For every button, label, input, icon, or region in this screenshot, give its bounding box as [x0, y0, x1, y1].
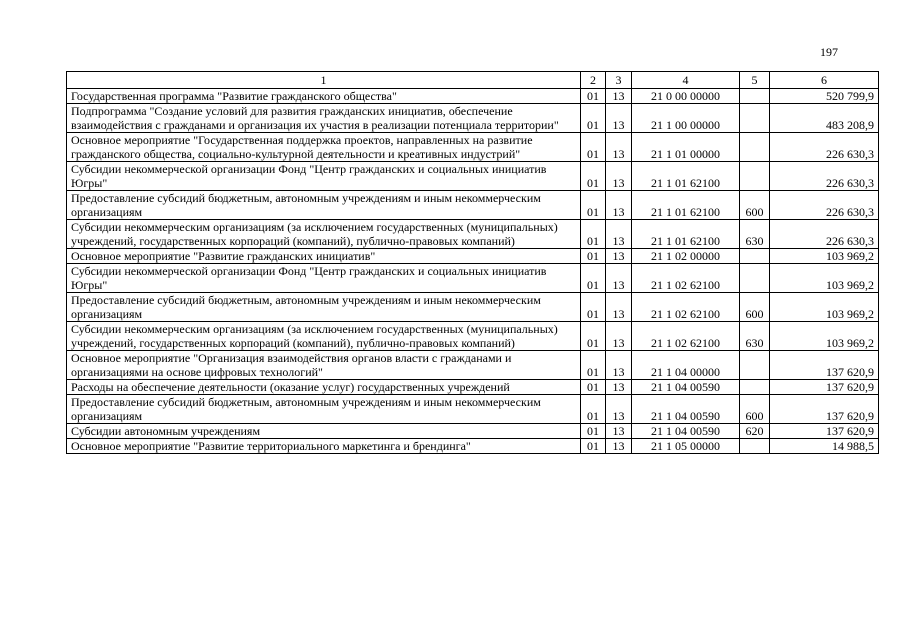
row-amount: 103 969,2 — [770, 249, 879, 264]
page-number: 197 — [820, 45, 838, 59]
row-name: Основное мероприятие "Государственная поддержка проектов, направленных на развитие гражданского общества, социально-культурной деятельности и креативных индустрий" — [67, 133, 581, 162]
table-row — [67, 351, 879, 380]
table-row — [67, 89, 879, 104]
row-amount: 103 969,2 — [770, 322, 879, 351]
row-amount: 226 630,3 — [770, 133, 879, 162]
row-subsection: 13 — [606, 322, 632, 351]
table-row — [67, 424, 879, 439]
row-section: 01 — [581, 424, 606, 439]
row-name: Предоставление субсидий бюджетным, автономным учреждениям и иным некоммерческим организациям — [67, 191, 581, 220]
row-name: Подпрограмма "Создание условий для развития гражданских инициатив, обеспечение взаимодействия с гражданами и организация их участия в реализации потенциала территории" — [67, 104, 581, 133]
row-subsection: 13 — [606, 133, 632, 162]
row-name: Основное мероприятие "Организация взаимодействия органов власти с гражданами и организациями на основе цифровых технологий" — [67, 351, 581, 380]
row-target-code: 21 1 01 62100 — [632, 220, 740, 249]
row-section: 01 — [581, 191, 606, 220]
table-row — [67, 220, 879, 249]
row-amount: 137 620,9 — [770, 380, 879, 395]
row-subsection: 13 — [606, 264, 632, 293]
row-amount: 103 969,2 — [770, 293, 879, 322]
row-subsection: 13 — [606, 249, 632, 264]
budget-table — [66, 71, 879, 454]
row-name: Основное мероприятие "Развитие гражданских инициатив" — [67, 249, 581, 264]
row-target-code: 21 1 02 62100 — [632, 264, 740, 293]
row-target-code: 21 1 04 00000 — [632, 351, 740, 380]
table-row — [67, 249, 879, 264]
row-subsection: 13 — [606, 439, 632, 454]
table-row — [67, 380, 879, 395]
row-name: Субсидии автономным учреждениям — [67, 424, 581, 439]
row-amount: 14 988,5 — [770, 439, 879, 454]
row-expense-type: 630 — [740, 322, 770, 351]
row-name: Основное мероприятие "Развитие территориального маркетинга и брендинга" — [67, 439, 581, 454]
row-section: 01 — [581, 104, 606, 133]
row-subsection: 13 — [606, 220, 632, 249]
row-expense-type — [740, 351, 770, 380]
row-amount: 226 630,3 — [770, 162, 879, 191]
table-row — [67, 104, 879, 133]
row-subsection: 13 — [606, 293, 632, 322]
row-expense-type — [740, 264, 770, 293]
table-row — [67, 264, 879, 293]
row-section: 01 — [581, 264, 606, 293]
row-target-code: 21 1 04 00590 — [632, 395, 740, 424]
table-row — [67, 395, 879, 424]
table-row — [67, 133, 879, 162]
row-amount: 103 969,2 — [770, 264, 879, 293]
header-col-5: 5 — [740, 72, 770, 89]
row-section: 01 — [581, 162, 606, 191]
row-expense-type: 600 — [740, 395, 770, 424]
row-expense-type: 600 — [740, 191, 770, 220]
row-name: Субсидии некоммерческим организациям (за исключением государственных (муниципальных) учреждений, государственных корпораций (компаний), публично-правовых компаний) — [67, 322, 581, 351]
table-row — [67, 293, 879, 322]
row-expense-type — [740, 162, 770, 191]
row-target-code: 21 1 02 62100 — [632, 322, 740, 351]
row-section: 01 — [581, 249, 606, 264]
header-col-1: 1 — [67, 72, 581, 89]
row-section: 01 — [581, 380, 606, 395]
row-subsection: 13 — [606, 89, 632, 104]
header-col-2: 2 — [581, 72, 606, 89]
row-section: 01 — [581, 351, 606, 380]
row-expense-type: 630 — [740, 220, 770, 249]
row-section: 01 — [581, 439, 606, 454]
row-subsection: 13 — [606, 395, 632, 424]
row-target-code: 21 1 02 00000 — [632, 249, 740, 264]
table-row — [67, 191, 879, 220]
row-amount: 226 630,3 — [770, 191, 879, 220]
row-name: Предоставление субсидий бюджетным, автономным учреждениям и иным некоммерческим организациям — [67, 395, 581, 424]
row-name: Субсидии некоммерческой организации Фонд "Центр гражданских и социальных инициатив Югры" — [67, 162, 581, 191]
row-target-code: 21 1 05 00000 — [632, 439, 740, 454]
header-col-3: 3 — [606, 72, 632, 89]
row-target-code: 21 1 01 00000 — [632, 133, 740, 162]
row-expense-type — [740, 249, 770, 264]
row-target-code: 21 1 04 00590 — [632, 380, 740, 395]
row-name: Субсидии некоммерческой организации Фонд "Центр гражданских и социальных инициатив Югры" — [67, 264, 581, 293]
row-amount: 137 620,9 — [770, 351, 879, 380]
row-expense-type: 600 — [740, 293, 770, 322]
row-subsection: 13 — [606, 424, 632, 439]
table-row — [67, 439, 879, 454]
row-target-code: 21 1 01 62100 — [632, 191, 740, 220]
header-col-6: 6 — [770, 72, 879, 89]
row-name: Расходы на обеспечение деятельности (оказание услуг) государственных учреждений — [67, 380, 581, 395]
row-target-code: 21 1 01 62100 — [632, 162, 740, 191]
row-target-code: 21 1 04 00590 — [632, 424, 740, 439]
row-subsection: 13 — [606, 104, 632, 133]
row-expense-type — [740, 380, 770, 395]
row-subsection: 13 — [606, 351, 632, 380]
row-amount: 137 620,9 — [770, 395, 879, 424]
row-section: 01 — [581, 220, 606, 249]
row-subsection: 13 — [606, 191, 632, 220]
row-subsection: 13 — [606, 380, 632, 395]
row-amount: 137 620,9 — [770, 424, 879, 439]
table-row — [67, 322, 879, 351]
row-name: Государственная программа "Развитие гражданского общества" — [67, 89, 581, 104]
row-section: 01 — [581, 293, 606, 322]
row-target-code: 21 1 00 00000 — [632, 104, 740, 133]
row-name: Предоставление субсидий бюджетным, автономным учреждениям и иным некоммерческим организациям — [67, 293, 581, 322]
table-header-row — [67, 72, 879, 89]
row-expense-type — [740, 89, 770, 104]
row-amount: 483 208,9 — [770, 104, 879, 133]
row-target-code: 21 1 02 62100 — [632, 293, 740, 322]
row-expense-type — [740, 439, 770, 454]
row-expense-type — [740, 133, 770, 162]
row-amount: 520 799,9 — [770, 89, 879, 104]
row-subsection: 13 — [606, 162, 632, 191]
row-expense-type — [740, 104, 770, 133]
row-section: 01 — [581, 89, 606, 104]
row-expense-type: 620 — [740, 424, 770, 439]
row-section: 01 — [581, 322, 606, 351]
header-col-4: 4 — [632, 72, 740, 89]
row-name: Субсидии некоммерческим организациям (за исключением государственных (муниципальных) учреждений, государственных корпораций (компаний), публично-правовых компаний) — [67, 220, 581, 249]
table-row — [67, 162, 879, 191]
row-section: 01 — [581, 133, 606, 162]
row-section: 01 — [581, 395, 606, 424]
row-amount: 226 630,3 — [770, 220, 879, 249]
row-target-code: 21 0 00 00000 — [632, 89, 740, 104]
